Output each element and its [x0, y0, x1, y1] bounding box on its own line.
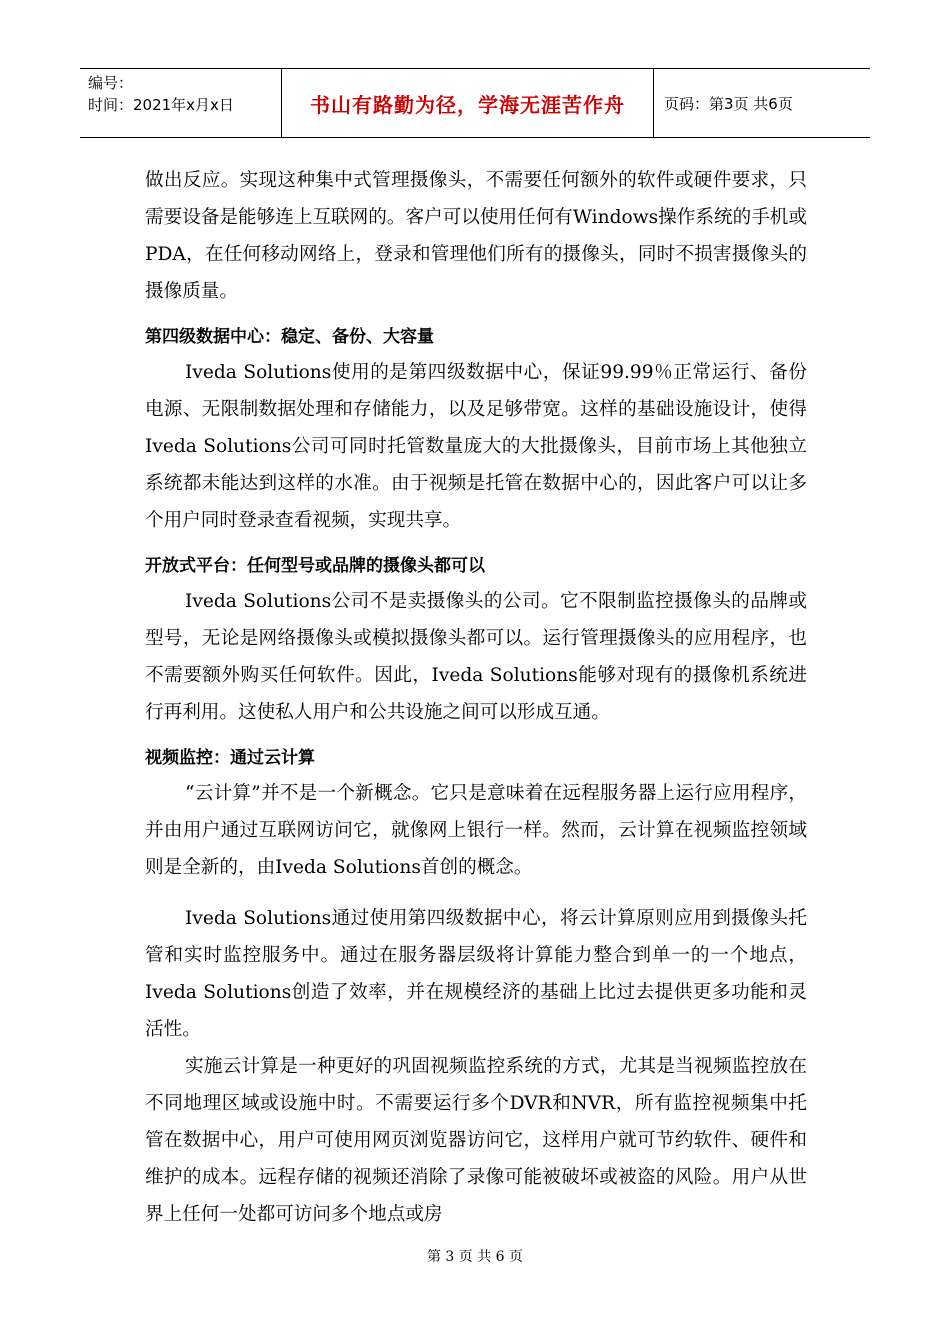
- paragraph: Iveda Solutions使用的是第四级数据中心，保证99.99％正常运行、备份电源、无限制数据处理和存储能力，以及足够带宽。这样的基础设施设计，使得Iveda Solutions公司可同时托管数量庞大的大批摄像头，目前市场上其他独立系统都未能达到这样的水准。由于视频是托管在数据中心的，因此客户可以让多个用户同时登录查看视频，实现共享。: [145, 362, 807, 531]
- document-body: [145, 162, 807, 1233]
- paragraph: 做出反应。实现这种集中式管理摄像头，不需要任何额外的软件或硬件要求，只需要设备是能够连上互联网的。客户可以使用任何有Windows操作系统的手机或PDA，在任何移动网络上，登录和管理他们所有的摄像头，同时不损害摄像头的摄像质量。: [145, 170, 807, 302]
- section-heading: 视频监控：通过云计算: [145, 748, 315, 768]
- paragraph: 实施云计算是一种更好的巩固视频监控系统的方式，尤其是当视频监控放在不同地理区域或设施中时。不需要运行多个DVR和NVR，所有监控视频集中托管在数据中心，用户可使用网页浏览器访问它，这样用户就可节约软件、硬件和维护的成本。远程存储的视频还消除了录像可能被破坏或被盗的风险。用户从世界上任何一处都可访问多个地点或房: [145, 1056, 807, 1225]
- section-heading: 第四级数据中心：稳定、备份、大容量: [145, 327, 434, 347]
- page-footer: 第 3 页 共 6 页: [426, 1249, 524, 1265]
- paragraph: Iveda Solutions通过使用第四级数据中心，将云计算原则应用到摄像头托管和实时监控服务中。通过在服务器层级将计算能力整合到单一的一个地点，Iveda Solutions创造了效率，并在规模经济的基础上比过去提供更多功能和灵活性。: [145, 908, 807, 1040]
- page-header: [80, 68, 870, 138]
- paragraph: Iveda Solutions公司不是卖摄像头的公司。它不限制监控摄像头的品牌或型号，无论是网络摄像头或模拟摄像头都可以。运行管理摄像头的应用程序，也不需要额外购买任何软件。因此，Iveda Solutions能够对现有的摄像机系统进行再利用。这使私人用户和公共设施之间可以形成互通。: [145, 591, 807, 723]
- header-time-label: 时间：2021年x月x日: [88, 96, 234, 114]
- header-meta: [80, 69, 282, 137]
- section-heading: 开放式平台：任何型号或品牌的摄像头都可以: [145, 556, 485, 576]
- header-number-label: 编号：: [88, 74, 134, 92]
- paragraph: “云计算”并不是一个新概念。它只是意味着在远程服务器上运行应用程序，并由用户通过互联网访问它，就像网上银行一样。然而，云计算在视频监控领域则是全新的，由Iveda Solutions首创的概念。: [145, 783, 807, 878]
- header-motto: 书山有路勤为径，学海无涯苦作舟: [282, 69, 654, 137]
- header-page-label: 页码：第3页 共6页: [664, 94, 793, 113]
